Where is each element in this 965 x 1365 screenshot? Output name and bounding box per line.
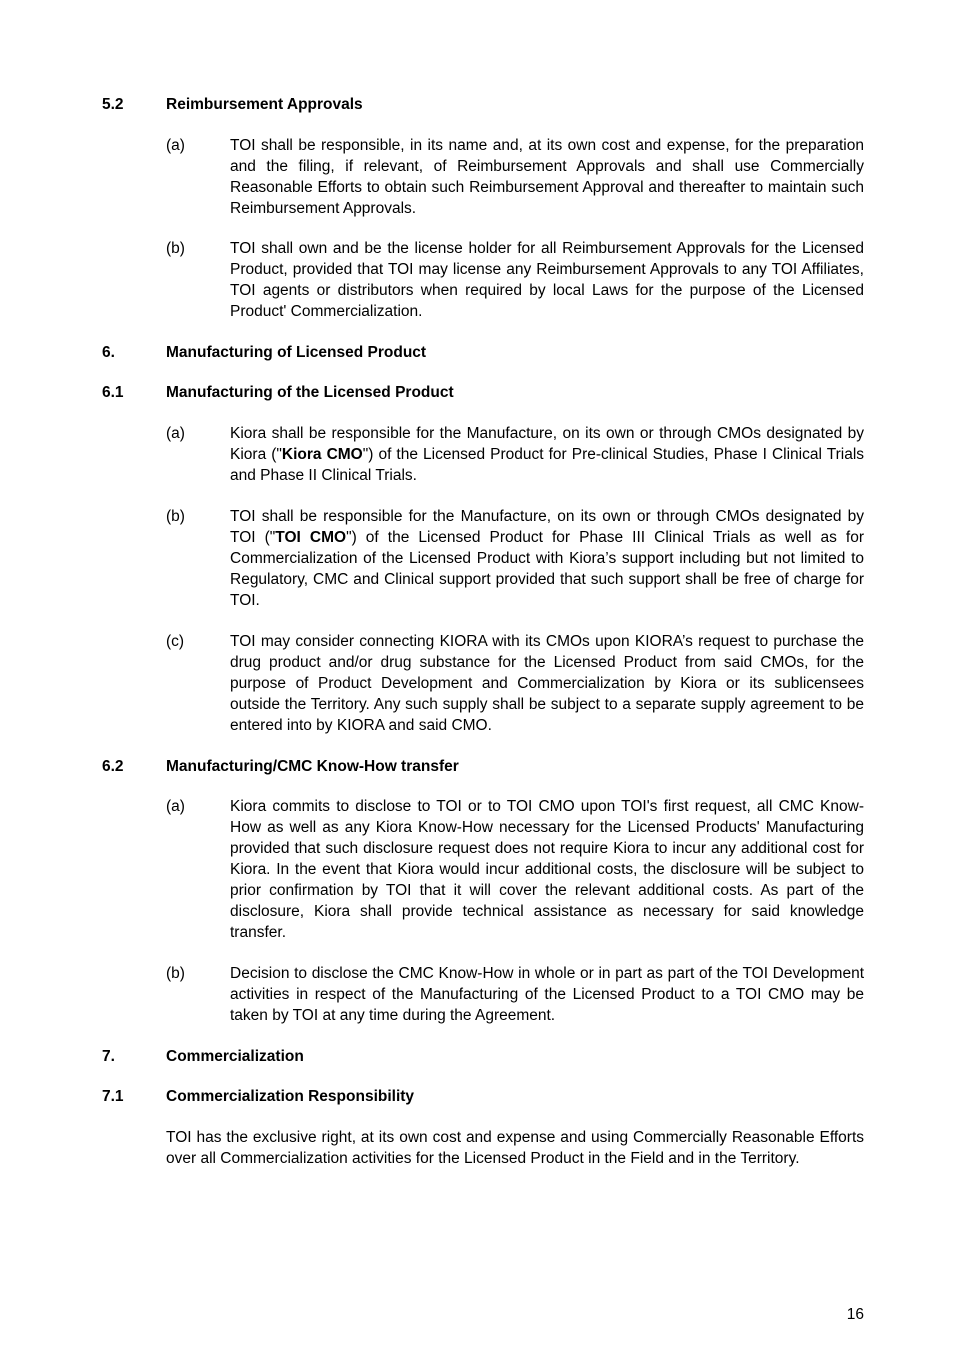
page-number: 16 bbox=[846, 1306, 864, 1323]
section-heading-6 bbox=[102, 342, 426, 363]
section-number: 6.1 bbox=[102, 384, 124, 401]
section-heading-6-2 bbox=[102, 756, 459, 777]
clause-text: Kiora commits to disclose to TOI or to TOI CMO upon TOI's first request, all CMC Know-How as well as any Kiora Know-How necessary for the Licensed Products' Manufacturing provided that such disclosure request does not require Kiora to incur any additional cost for Kiora. In the event that Kiora would incur additional costs, the disclosure will be subject to prior confirmation by TOI that it will cover the relevant additional costs. As part of the disclosure, Kiora shall provide technical assistance as necessary for said knowledge transfer. bbox=[230, 798, 864, 941]
clause-text: TOI may consider connecting KIORA with its CMOs upon KIORA’s request to purchase the drug product and/or drug substance for the Licensed Product from said CMOs, for the purpose of Product Development and Commercialization by Kiora or its sublicensees outside the Territory. Any such supply shall be subject to a separate supply agreement to be entered into by KIORA and said CMO. bbox=[230, 633, 864, 734]
clause-label: (b) bbox=[166, 508, 185, 525]
clause-5-2-a bbox=[166, 135, 864, 219]
section-heading-5-2 bbox=[102, 94, 363, 115]
section-title: Manufacturing of Licensed Product bbox=[166, 344, 427, 361]
section-number: 7.1 bbox=[102, 1088, 124, 1105]
clause-text bbox=[230, 423, 864, 486]
clause-text-pre: TOI shall be responsible for the Manufacture, on its own or through CMOs designated by TOI (" bbox=[230, 508, 864, 546]
clause-text-pre: Kiora shall be responsible for the Manufacture, on its own or through CMOs designated by Kiora (" bbox=[230, 425, 864, 463]
defined-term: Kiora CMO bbox=[281, 446, 363, 463]
clause-label: (b) bbox=[166, 240, 185, 257]
section-heading-7 bbox=[102, 1046, 304, 1067]
clause-text-post: ") of the Licensed Product for Pre-clinical Studies, Phase I Clinical Trials and Phase II Clinical Trials. bbox=[230, 446, 865, 484]
clause-label: (a) bbox=[166, 798, 185, 815]
clause-text: TOI shall be responsible, in its name and, at its own cost and expense, for the preparation and the filing, if relevant, of Reimbursement Approvals and shall use Commercially Reasonable Efforts to obtain such Reimbursement Approval and thereafter to maintain such Reimbursement Approvals. bbox=[230, 137, 864, 217]
section-title: Manufacturing/CMC Know-How transfer bbox=[166, 758, 459, 775]
section-heading-7-1 bbox=[102, 1086, 414, 1107]
section-title: Commercialization bbox=[166, 1048, 304, 1065]
clause-5-2-b bbox=[166, 238, 864, 322]
clause-6-1-a bbox=[166, 423, 864, 486]
clause-label: (c) bbox=[166, 633, 185, 650]
clause-label: (a) bbox=[166, 425, 185, 442]
section-number: 7. bbox=[102, 1048, 115, 1065]
clause-text-post: ") of the Licensed Product for Phase III Clinical Trials as well as for Commercialization of the Licensed Product with Kiora’s support including but not limited to Regulatory, CMC and Clinical support provided that such support shall be free of charge for TOI. bbox=[230, 529, 864, 609]
defined-term: TOI CMO bbox=[275, 529, 347, 546]
clause-label: (a) bbox=[166, 137, 185, 154]
clause-label: (b) bbox=[166, 965, 185, 982]
paragraph-7-1: TOI has the exclusive right, at its own cost and expense and using Commercially Reasonable Efforts over all Commercialization activities for the Licensed Product in the Field and in the Territory. bbox=[166, 1129, 864, 1167]
section-title: Manufacturing of the Licensed Product bbox=[166, 384, 454, 401]
clause-6-1-b bbox=[166, 506, 864, 611]
section-number: 5.2 bbox=[102, 96, 124, 113]
clause-6-1-c bbox=[166, 631, 864, 736]
section-heading-6-1 bbox=[102, 382, 454, 403]
clause-text bbox=[230, 506, 864, 611]
section-number: 6. bbox=[102, 344, 115, 361]
clause-text: Decision to disclose the CMC Know-How in whole or in part as part of the TOI Development activities in respect of the Manufacturing of the Licensed Product to a TOI CMO may be taken by TOI at any time during the Agreement. bbox=[230, 965, 864, 1024]
section-title: Commercialization Responsibility bbox=[166, 1088, 415, 1105]
clause-6-2-a bbox=[166, 796, 864, 943]
section-title: Reimbursement Approvals bbox=[166, 96, 363, 113]
clause-6-2-b bbox=[166, 963, 864, 1026]
section-number: 6.2 bbox=[102, 758, 124, 775]
clause-text: TOI shall own and be the license holder for all Reimbursement Approvals for the Licensed Product, provided that TOI may license any Reimbursement Approvals to any TOI Affiliates, TOI agents or distributors when required by local Laws for the purpose of the Licensed Product' Commercialization. bbox=[230, 240, 864, 320]
